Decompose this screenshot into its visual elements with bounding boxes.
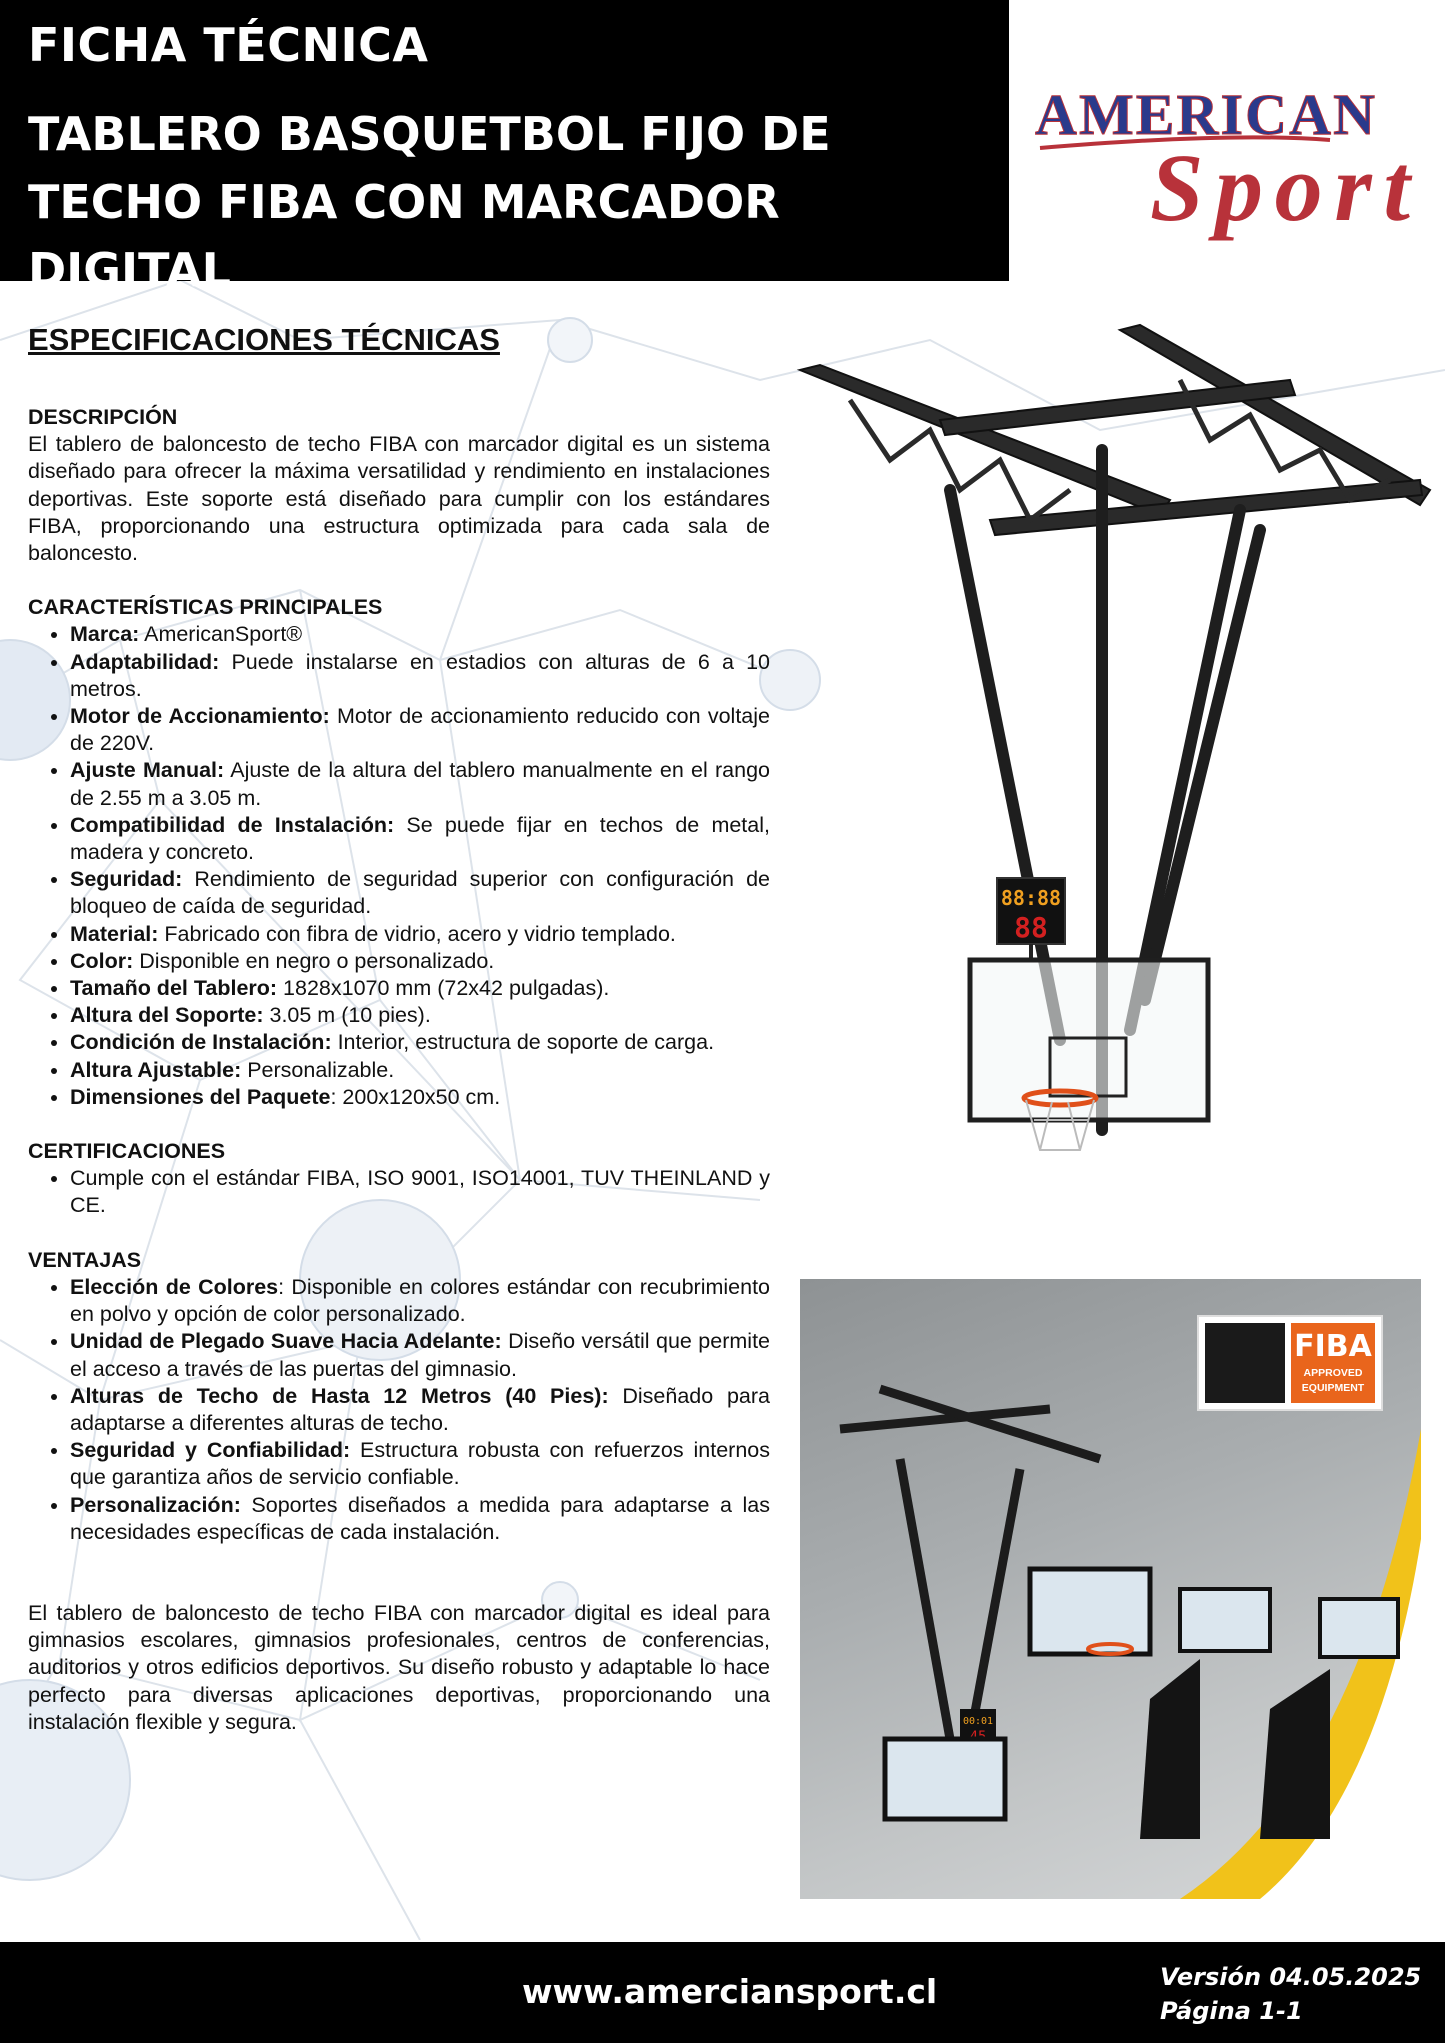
product-title: TABLERO BASQUETBOL FIJO DE TECHO FIBA CON MARCADOR DIGITAL xyxy=(28,107,831,297)
scene-scoreboard-time: 00:01 xyxy=(962,1716,994,1727)
list-item: • Personalización: Soportes diseñados a medida para adaptarse a las necesidades específicas de cada instalación. xyxy=(70,1492,770,1546)
list-item: • Seguridad y Confiabilidad: Estructura robusta con refuerzos internos que garantiza años de servicio confiable. xyxy=(70,1437,770,1491)
list-item: • Cumple con el estándar FIBA, ISO 9001, ISO14001, TUV THEINLAND y CE. xyxy=(70,1165,770,1219)
fiba-badge-line1: APPROVED xyxy=(1303,1367,1363,1379)
list-item: • Condición de Instalación: Interior, estructura de soporte de carga. xyxy=(70,1029,770,1056)
website-url: www.amerciansport.cl xyxy=(522,1972,938,2011)
fiba-approved-badge xyxy=(1197,1315,1383,1411)
logo-word-sport: Sport xyxy=(1150,134,1410,241)
product-image-ceiling-hoop xyxy=(790,320,1435,1170)
version-label: Versión 04.05.2025 xyxy=(1160,1963,1422,1991)
list-item: • Seguridad: Rendimiento de seguridad superior con configuración de bloqueo de caída de seguridad. xyxy=(70,866,770,920)
list-item: • Altura del Soporte: 3.05 m (10 pies). xyxy=(70,1002,770,1029)
features-heading: CARACTERÍSTICAS PRINCIPALES xyxy=(28,595,383,620)
features-list xyxy=(28,621,770,1111)
certifications-heading: CERTIFICACIONES xyxy=(28,1139,226,1164)
fiba-badge-line2: EQUIPMENT xyxy=(1301,1382,1365,1394)
list-item: • Marca: AmericanSport® xyxy=(70,621,770,648)
list-item: • Material: Fabricado con fibra de vidrio, acero y vidrio templado. xyxy=(70,921,770,948)
advantages-list xyxy=(28,1274,770,1546)
american-sport-logo xyxy=(1030,70,1430,250)
page-label: Página 1-1 xyxy=(1160,1997,1303,2025)
closing-paragraph: El tablero de baloncesto de techo FIBA con marcador digital es ideal para gimnasios escolares, gimnasios profesionales, centros de conferencias, auditorios y otros edificios deportivos. Su diseño robusto y adaptable lo hace perfecto para diversas aplicaciones deportivas, proporcionando una instalación flexible y segura. xyxy=(28,1600,770,1734)
fiba-badge-title: FIBA xyxy=(1294,1329,1372,1364)
certifications-list xyxy=(28,1165,770,1219)
specifications-column xyxy=(28,320,770,1736)
version-info xyxy=(1160,1960,1421,2028)
title-banner xyxy=(0,0,1009,297)
description-text: El tablero de baloncesto de techo FIBA con marcador digital es un sistema diseñado para ofrecer la máxima versatilidad y rendimiento en instalaciones deportivas. Este soporte está diseñado para cumplir con los estándares FIBA, proporcionando una estructura optimizada para cada sala de baloncesto. xyxy=(28,432,770,566)
list-item: • Compatibilidad de Instalación: Se puede fijar en techos de metal, madera y concreto. xyxy=(70,812,770,866)
list-item: • Color: Disponible en negro o personalizado. xyxy=(70,948,770,975)
product-image-gym-scene xyxy=(800,1279,1421,1899)
scoreboard-time: 88:88 xyxy=(1000,886,1062,910)
list-item: • Unidad de Plegado Suave Hacia Adelante: Diseño versátil que permite el acceso a través de las puertas del gimnasio. xyxy=(70,1328,770,1382)
footer-bar xyxy=(0,1942,1445,2043)
description-heading: DESCRIPCIÓN xyxy=(28,405,178,429)
list-item: • Tamaño del Tablero: 1828x1070 mm (72x42 pulgadas). xyxy=(70,975,770,1002)
document-type-title: FICHA TÉCNICA xyxy=(28,18,429,72)
scoreboard-score: 88 xyxy=(1014,911,1048,944)
list-item: • Altura Ajustable: Personalizable. xyxy=(70,1057,770,1084)
list-item: • Adaptabilidad: Puede instalarse en estadios con alturas de 6 a 10 metros. xyxy=(70,649,770,703)
list-item: • Motor de Accionamiento: Motor de accionamiento reducido con voltaje de 220V. xyxy=(70,703,770,757)
logo-word-american: AMERICAN xyxy=(1035,82,1375,147)
list-item: • Alturas de Techo de Hasta 12 Metros (40 Pies): Diseñado para adaptarse a diferentes alturas de techo. xyxy=(70,1383,770,1437)
advantages-heading: VENTAJAS xyxy=(28,1247,142,1272)
fiba-ball-icon xyxy=(1205,1323,1285,1403)
specifications-heading: ESPECIFICACIONES TÉCNICAS xyxy=(28,322,500,357)
list-item: • Elección de Colores: Disponible en colores estándar con recubrimiento en polvo y opción de color personalizado. xyxy=(70,1274,770,1328)
list-item: • Dimensiones del Paquete: 200x120x50 cm. xyxy=(70,1084,770,1111)
list-item: • Ajuste Manual: Ajuste de la altura del tablero manualmente en el rango de 2.55 m a 3.05 m. xyxy=(70,757,770,811)
